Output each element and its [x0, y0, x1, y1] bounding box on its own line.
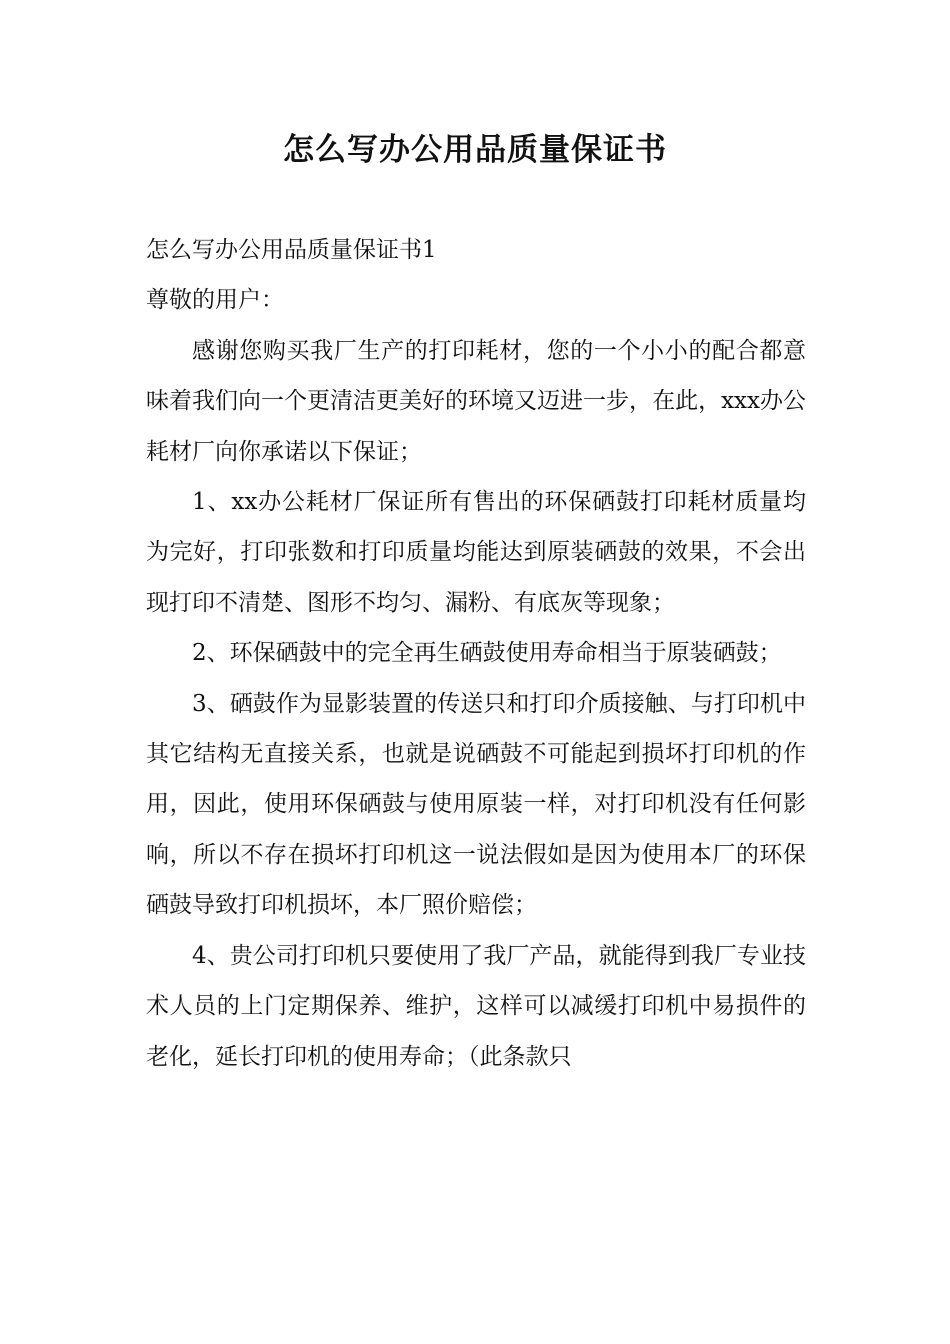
paragraph-item-3: 3、硒鼓作为显影装置的传送只和打印介质接触、与打印机中其它结构无直接关系，也就是说硒鼓不可能起到损坏打印机的作用，因此，使用环保硒鼓与使用原装一样，对打印机没有任何影响，所以不存在损坏打印机这一说法假如是因为使用本厂的环保硒鼓导致打印机损坏，本厂照价赔偿； — [146, 690, 806, 919]
document-body — [146, 225, 806, 1082]
paragraph-item-4: 4、贵公司打印机只要使用了我厂产品，就能得到我厂专业技术人员的上门定期保养、维护，这样可以减缓打印机中易损件的老化，延长打印机的使用寿命；（此条款只 — [146, 942, 806, 1070]
paragraph-item-1: 1、xx办公耗材厂保证所有售出的环保硒鼓打印耗材质量均为完好，打印张数和打印质量均能达到原装硒鼓的效果，不会出现打印不清楚、图形不均匀、漏粉、有底灰等现象； — [146, 489, 806, 616]
document-title: 怎么写办公用品质量保证书 — [283, 132, 667, 168]
paragraph-intro: 感谢您购买我厂生产的打印耗材，您的一个小小的配合都意味着我们向一个更清洁更美好的环境又迈进一步，在此，xxx办公耗材厂向你承诺以下保证； — [146, 337, 806, 465]
paragraph-item-2: 2、环保硒鼓中的完全再生硒鼓使用寿命相当于原装硒鼓； — [192, 640, 782, 667]
salutation: 尊敬的用户： — [146, 287, 284, 314]
section-heading: 怎么写办公用品质量保证书1 — [146, 237, 437, 263]
